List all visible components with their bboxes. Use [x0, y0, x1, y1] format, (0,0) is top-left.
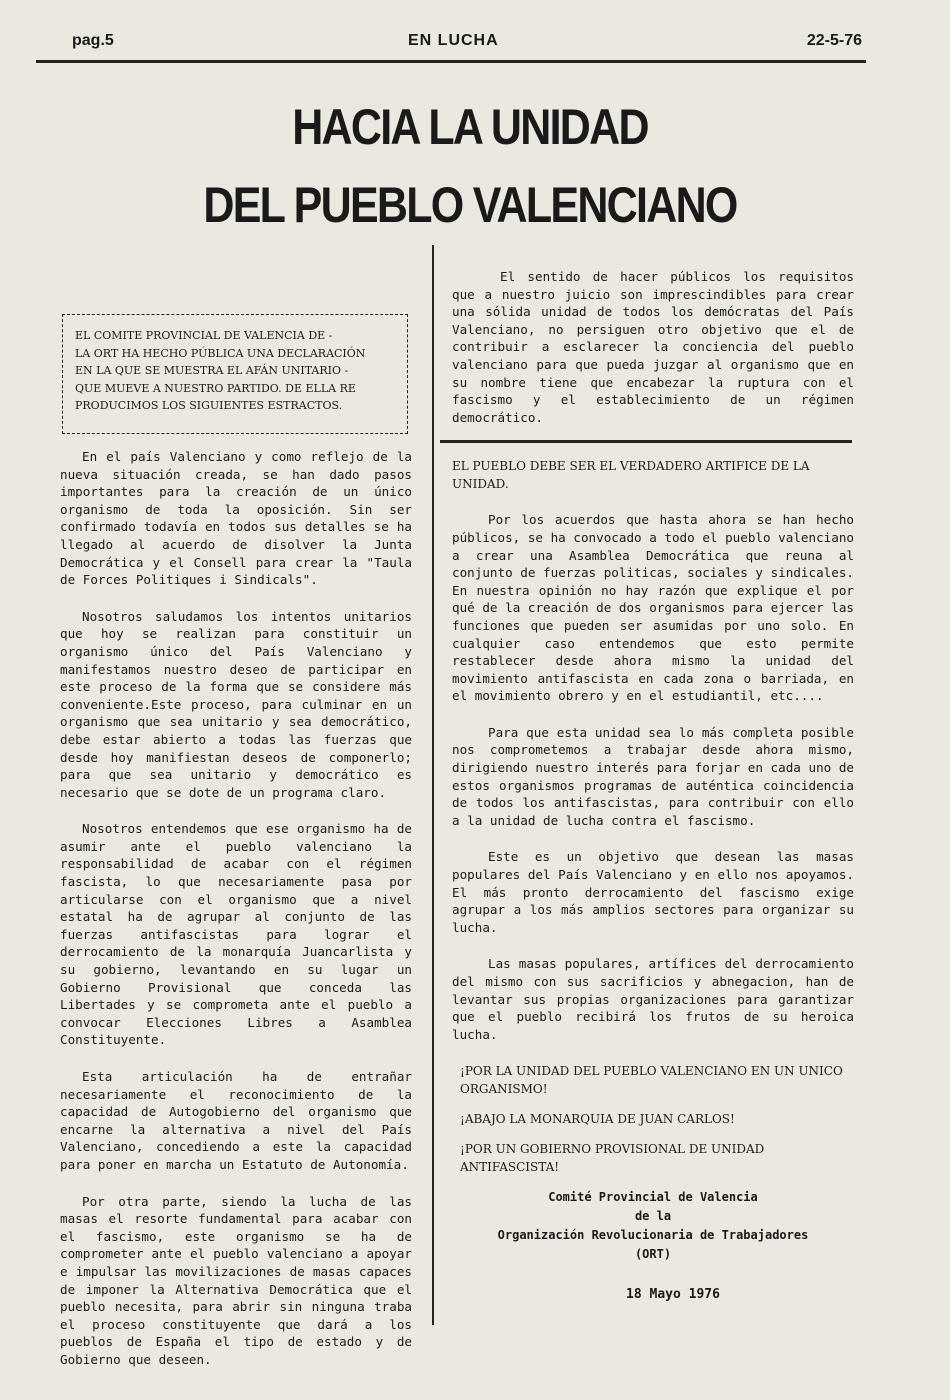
body-paragraph: Nosotros entendemos que ese organismo ha de asumir ante el pueblo valenciano la responsabilidad de acabar con el régimen fascista, lo que necesariamente pasa por articularse con el organismo que a nivel estatal ha de agrupar al conjunto de las fuerzas antifascistas para lograr el derrocamiento de la monarquía Juancarlista y su gobierno, levantando en su lugar un Gobierno Provisional que conceda las Libertades y se comprometa ante el pueblo a convocar Elecciones Libres a Asamblea Constituyente.: [60, 821, 412, 1048]
masthead: [72, 32, 862, 56]
signature-line: de la: [634, 1209, 672, 1224]
body-paragraph: Las masas populares, artífices del derrocamiento del mismo con sus sacrificios y abnegacion, han de levantar sus propias organizaciones para garantizar que el pueblo recibirá los frutos de su heroica lucha.: [452, 956, 854, 1042]
slogans: [460, 1062, 854, 1176]
signature-line: Organización Revolucionaria de Trabajadores: [497, 1228, 809, 1243]
intro-box-line: PRODUCIMOS LOS SIGUIENTES ESTRACTOS.: [75, 399, 343, 412]
intro-box-line: LA ORT HA HECHO PÚBLICA UNA DECLARACIÓN: [75, 346, 366, 360]
headline-line-2: DEL PUEBLO VALENCIANO: [203, 177, 737, 233]
intro-box-line: EN LA QUE SE MUESTRA EL AFÁN UNITARIO -: [75, 364, 349, 377]
issue-date: 22-5-76: [806, 32, 862, 49]
body-paragraph: Nosotros saludamos los intentos unitarios que hoy se realizan para constituir un organismo único del País Valenciano y manifestamos nuestro deseo de participar en este proceso de la forma que se considere más conveniente.Este proceso, para culminar en un organismo que sea unitario y sea democrático, debe estar abierto a todas las fuerzas que desde hoy manifiestan deseos de componerlo; para que sea unitario y democrático es necesario que se dote de un programa claro.: [60, 608, 412, 800]
section-rule: [440, 440, 852, 443]
slogan: ¡ABAJO LA MONARQUIA DE JUAN CARLOS!: [460, 1112, 735, 1127]
section-heading: EL PUEBLO DEBE SER EL VERDADERO ARTIFICE DE LA UNIDAD.: [452, 459, 810, 492]
signature-line: (ORT): [634, 1247, 672, 1262]
publication-name: EN LUCHA: [408, 32, 499, 49]
intro-box-line: QUE MUEVE A NUESTRO PARTIDO. DE ELLA RE: [75, 381, 356, 395]
right-column: [452, 268, 854, 1304]
body-paragraph: Para que esta unidad sea lo más completa posible nos comprometemos a trabajar desde ahora mismo, dirigiendo nuestro interés para forjar en cada uno de estos organismos programas de auténtica coincidencia de todos los antifascistas, para contribuir con ello a la unidad de lucha contra el fascismo.: [452, 724, 854, 828]
body-paragraph: Este es un objetivo que desean las masas populares del País Valenciano y en ello nos apoyamos. El más pronto derrocamiento del fascismo exige agrupar a los más amplios sectores para organizar su lucha.: [452, 849, 854, 935]
page-number: pag.5: [72, 32, 114, 49]
column-divider: [432, 245, 434, 1325]
body-paragraph: Por otra parte, siendo la lucha de las masas el resorte fundamental para acabar con el fascismo, este organismo se ha de comprometer ante el pueblo valenciano a apoyar e impulsar las movilizaciones de masas capaces de imponer la Alternativa Democrática que el pueblo necesita, para abrir sin ninguna traba el proceso constituyente que dará a los pueblos de España el tipo de estado y de Gobierno que deseen.: [60, 1193, 412, 1367]
slogan: ¡POR UN GOBIERNO PROVISIONAL DE UNIDAD ANTIFASCISTA!: [460, 1142, 765, 1175]
body-paragraph: Esta articulación ha de entrañar necesariamente el reconocimiento de la capacidad de Autogobierno del organismo que encarne la alternativa a nivel del País Valenciano, concediendo a este la capacidad para poner en marcha un Estatuto de Autonomía.: [60, 1069, 412, 1172]
slogan: ¡POR LA UNIDAD DEL PUEBLO VALENCIANO EN UN UNICO ORGANISMO!: [460, 1064, 843, 1097]
body-paragraph: Por los acuerdos que hasta ahora se han hecho públicos, se ha convocado a todo el pueblo valenciano a crear una Asamblea Democrática que reuna al conjunto de fuerzas politicas, sociales y sindicales. En nuestra opinión no hay razón que explique el por qué de la creación de dos organismos para ejercer las funciones que pueden ser asumidas por uno solo. En cualquier caso entendemos que esto permite restablecer desde ahora mismo la unidad del movimiento antifascista en cada zona o barriada, en el movimiento obrero y en el estudiantil, etc....: [452, 512, 854, 704]
headline-line-1: HACIA LA UNIDAD: [292, 99, 648, 155]
signature-line: Comité Provincial de Valencia: [548, 1190, 758, 1205]
intro-box-line: EL COMITE PROVINCIAL DE VALENCIA DE -: [75, 329, 333, 342]
intro-box: [62, 314, 408, 434]
signature: [452, 1188, 854, 1264]
declaration-date: 18 Mayo 1976: [626, 1287, 720, 1303]
masthead-rule: [36, 60, 866, 63]
body-paragraph: En el país Valenciano y como reflejo de la nueva situación creada, se han dado pasos importantes para la creación de un único organismo de toda la oposición. Sin ser confirmado todavía en todos sus detalles se ha llegado al acuerdo de disolver la Junta Democrática y el Consell para crear la "Taula de Forces Politiques i Sindicals".: [60, 449, 412, 588]
intro-paragraph: El sentido de hacer públicos los requisitos que a nuestro juicio son imprescindibles para crear una sólida unidad de todos los demócratas del País Valenciano, no persiguen otro objetivo que el de contribuir a esclarecer la conciencia del pueblo valenciano para que pueda juzgar al organismo que en su nombre tiene que encabezar la ruptura con el fascismo y el establecimiento de un régimen democrático.: [452, 269, 854, 425]
left-column: [60, 448, 412, 1388]
